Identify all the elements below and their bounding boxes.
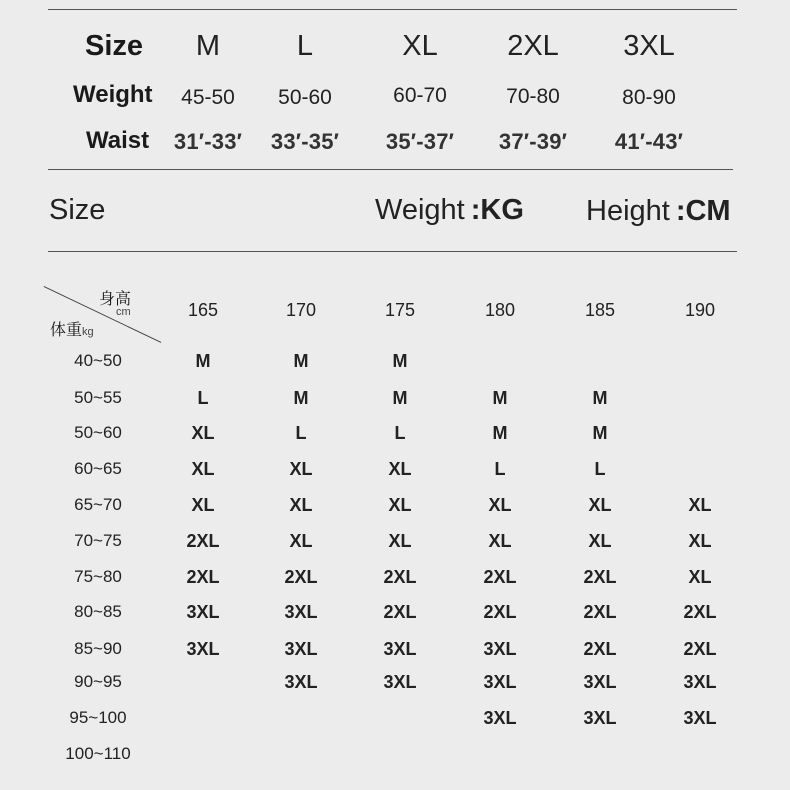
size-cell: 3XL xyxy=(383,639,417,659)
size-cell: 3XL xyxy=(284,602,318,622)
height-header-5: 185 xyxy=(584,300,616,320)
size-cell: XL xyxy=(488,531,512,551)
weight-range-label: 100~110 xyxy=(65,744,131,763)
weight-range-label: 90~95 xyxy=(74,672,122,691)
size-cell: 2XL xyxy=(186,567,220,587)
size-cell: XL xyxy=(191,423,215,443)
size-cell: 3XL xyxy=(284,639,318,659)
weight-range-label: 80~85 xyxy=(74,602,122,621)
size-cell: M xyxy=(492,423,508,443)
size-cell: 2XL xyxy=(383,567,417,587)
size-cell: L xyxy=(197,388,209,408)
corner-weight-label xyxy=(50,317,94,340)
size-cell: XL xyxy=(688,567,712,587)
size-cell: 2XL xyxy=(483,567,517,587)
summary-size-2: L xyxy=(296,30,314,62)
corner-weight-text: 体重 xyxy=(50,322,83,339)
size-cell: XL xyxy=(388,531,412,551)
summary-weight-2: 50-60 xyxy=(278,86,332,109)
weight-range-label: 65~70 xyxy=(74,495,122,514)
summary-size-4: 2XL xyxy=(507,30,559,62)
size-cell: 2XL xyxy=(583,602,617,622)
size-cell: XL xyxy=(388,459,412,479)
size-cell: XL xyxy=(191,459,215,479)
size-cell: XL xyxy=(191,495,215,515)
weight-range-label: 75~80 xyxy=(74,567,122,586)
corner-height-unit: cm xyxy=(116,306,131,318)
size-cell: M xyxy=(392,388,408,408)
summary-size-3: XL xyxy=(402,30,438,62)
size-cell: M xyxy=(293,351,309,371)
size-cell: 2XL xyxy=(583,567,617,587)
size-cell: 3XL xyxy=(583,708,617,728)
size-cell: 3XL xyxy=(683,672,717,692)
size-cell: 3XL xyxy=(284,672,318,692)
summary-weight-3: 60-70 xyxy=(393,84,447,107)
size-cell: XL xyxy=(688,495,712,515)
size-cell: L xyxy=(394,423,406,443)
size-heading: Size xyxy=(49,194,106,226)
weight-range-label: 95~100 xyxy=(69,708,127,727)
size-cell: XL xyxy=(488,495,512,515)
height-header-4: 180 xyxy=(484,300,516,320)
height-header-3: 175 xyxy=(384,300,416,320)
summary-waist-3: 35′-37′ xyxy=(385,129,455,154)
size-row-label: Size xyxy=(85,30,144,62)
size-cell: 3XL xyxy=(186,602,220,622)
summary-waist-1: 31′-33′ xyxy=(173,129,243,154)
section-divider xyxy=(48,251,737,252)
summary-waist-5: 41′-43′ xyxy=(614,129,684,154)
size-cell: 3XL xyxy=(483,708,517,728)
corner-height-label: 身高 xyxy=(99,291,132,308)
height-heading-unit: :CM xyxy=(675,195,731,227)
corner-weight-unit: kg xyxy=(82,326,94,338)
height-unit-heading xyxy=(586,195,731,228)
size-cell: XL xyxy=(388,495,412,515)
size-cell: M xyxy=(592,423,608,443)
size-cell: XL xyxy=(688,531,712,551)
summary-weight-4: 70-80 xyxy=(506,85,560,108)
size-cell: M xyxy=(392,351,408,371)
size-cell: 3XL xyxy=(583,672,617,692)
size-cell: 3XL xyxy=(483,672,517,692)
size-cell: 2XL xyxy=(483,602,517,622)
summary-divider xyxy=(48,169,733,170)
size-cell: L xyxy=(494,459,506,479)
weight-range-label: 85~90 xyxy=(74,639,122,658)
size-cell: 2XL xyxy=(683,602,717,622)
size-cell: XL xyxy=(289,459,313,479)
size-cell: L xyxy=(594,459,606,479)
height-header-2: 170 xyxy=(285,300,317,320)
summary-weight-5: 80-90 xyxy=(622,86,676,109)
size-cell: 2XL xyxy=(583,639,617,659)
size-cell: XL xyxy=(289,531,313,551)
size-cell: M xyxy=(592,388,608,408)
weight-row-label: Weight xyxy=(73,81,153,108)
size-cell: 2XL xyxy=(683,639,717,659)
size-cell: 2XL xyxy=(186,531,220,551)
weight-heading-unit: :KG xyxy=(470,194,524,226)
size-cell: M xyxy=(195,351,211,371)
height-header-1: 165 xyxy=(187,300,219,320)
size-cell: L xyxy=(295,423,307,443)
weight-unit-heading xyxy=(375,194,524,227)
size-cell: 3XL xyxy=(186,639,220,659)
size-cell: 3XL xyxy=(483,639,517,659)
top-divider xyxy=(48,9,737,10)
summary-size-1: M xyxy=(195,30,221,62)
height-heading-label: Height xyxy=(586,195,670,227)
summary-waist-2: 33′-35′ xyxy=(270,129,340,154)
size-cell: 3XL xyxy=(683,708,717,728)
waist-row-label: Waist xyxy=(86,127,150,154)
size-cell: XL xyxy=(588,495,612,515)
weight-range-label: 70~75 xyxy=(74,531,122,550)
weight-range-label: 40~50 xyxy=(74,351,122,370)
weight-range-label: 50~60 xyxy=(74,423,122,442)
size-cell: 2XL xyxy=(284,567,318,587)
grid-corner-cell xyxy=(44,286,160,342)
size-cell: XL xyxy=(289,495,313,515)
summary-weight-1: 45-50 xyxy=(181,86,235,109)
size-cell: 2XL xyxy=(383,602,417,622)
height-header-6: 190 xyxy=(684,300,716,320)
weight-range-label: 60~65 xyxy=(74,459,122,478)
size-cell: XL xyxy=(588,531,612,551)
size-cell: 3XL xyxy=(383,672,417,692)
weight-heading-label: Weight xyxy=(375,194,465,226)
size-cell: M xyxy=(492,388,508,408)
summary-waist-4: 37′-39′ xyxy=(498,129,568,154)
size-cell: M xyxy=(293,388,309,408)
summary-size-5: 3XL xyxy=(623,30,675,62)
weight-range-label: 50~55 xyxy=(74,388,122,407)
